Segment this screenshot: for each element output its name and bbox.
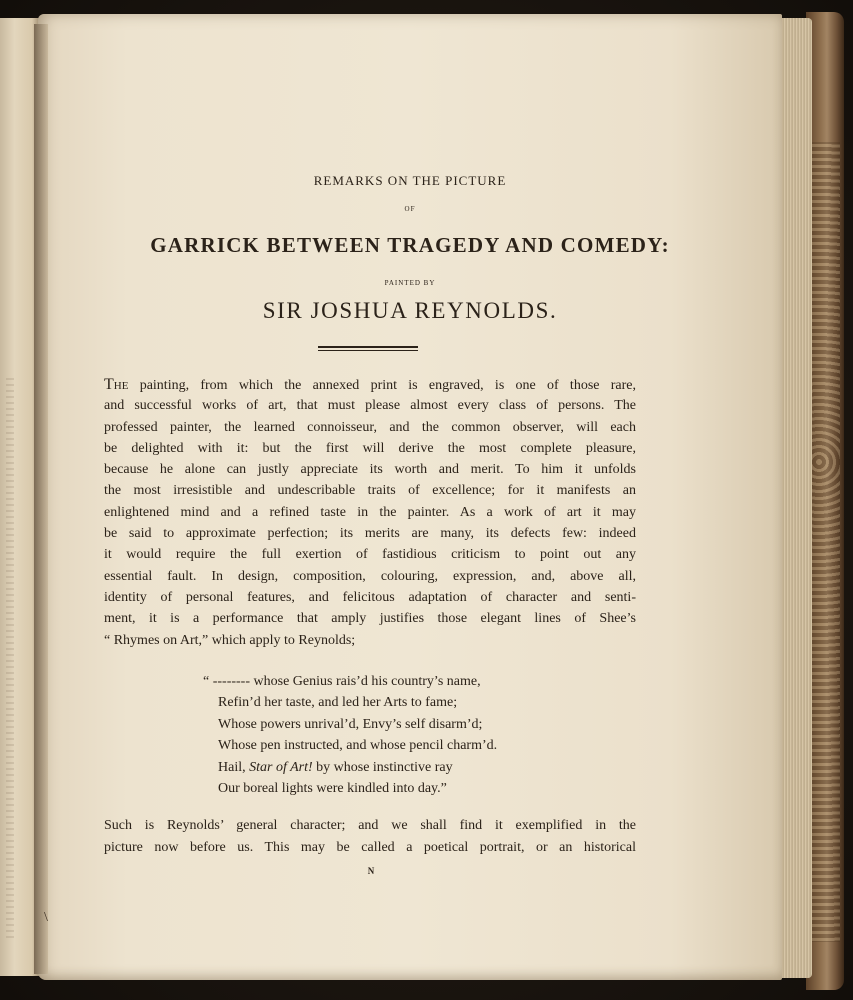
book-gutter bbox=[34, 24, 48, 974]
body-line: essential fault. In design, composition, colouring, expression, and, above all, bbox=[104, 568, 636, 584]
verse-line: “ -------- whose Genius rais’d his country’s name, bbox=[203, 674, 481, 689]
heading-painted-by: PAINTED BY bbox=[384, 279, 436, 287]
drop-cap: The bbox=[104, 376, 129, 393]
show-through-text bbox=[6, 378, 14, 938]
verse-line: Our boreal lights were kindled into day.” bbox=[218, 780, 447, 796]
body-line: and successful works of art, that must please almost every class of persons. The bbox=[104, 398, 636, 414]
body-line: picture now before us. This may be called a poetical portrait, or an historical bbox=[104, 840, 636, 855]
verse-line: Refin’d her taste, and led her Arts to fame; bbox=[218, 695, 458, 711]
heading-artist: SIR JOSHUA REYNOLDS. bbox=[262, 298, 558, 323]
body-line: the most irresistible and undescribable traits of excellence; for it manifests an bbox=[104, 483, 636, 499]
verse-line: Hail, Star of Art! by whose instinctive ray bbox=[218, 759, 453, 775]
margin-mark: \ bbox=[44, 910, 48, 925]
heading-title: GARRICK BETWEEN TRAGEDY AND COMEDY: bbox=[150, 233, 670, 257]
body-line: be said to approximate perfection; its merits are many, its defects few: indeed bbox=[104, 526, 636, 542]
double-rule-top bbox=[318, 346, 418, 348]
body-line: be delighted with it: but the first will derive the most complete pleasure, bbox=[104, 440, 636, 456]
body-line: Such is Reynolds’ general character; and we shall find it exemplified in the bbox=[104, 818, 636, 833]
body-line: because he alone can justly appreciate its worth and merit. To him it unfolds bbox=[104, 462, 636, 478]
body-line: it would require the full exertion of fastidious criticism to point out any bbox=[104, 547, 636, 563]
body-line: identity of personal features, and felicitous adaptation of character and senti- bbox=[104, 589, 636, 605]
verse-quote bbox=[203, 671, 563, 799]
verse-line: Whose powers unrival’d, Envy’s self disarm’d; bbox=[218, 716, 483, 732]
body-line: professed painter, the learned connoisseur, and the common observer, will each bbox=[104, 419, 636, 435]
heading-remarks: REMARKS ON THE PICTURE bbox=[313, 173, 507, 188]
body-line: “ Rhymes on Art,” which apply to Reynolds; bbox=[104, 632, 356, 648]
body-line: ment, it is a performance that amply justifies those elegant lines of Shee’s bbox=[104, 611, 636, 627]
heading-of: OF bbox=[404, 205, 416, 213]
closing-paragraph bbox=[104, 815, 636, 859]
body-line: The painting, from which the annexed print is engraved, is one of those rare, bbox=[104, 376, 636, 393]
verse-line: Whose pen instructed, and whose pencil charm’d. bbox=[218, 738, 498, 754]
body-line: enlightened mind and a refined taste in the painter. As a work of art it may bbox=[104, 504, 636, 520]
body-paragraph bbox=[104, 374, 636, 651]
double-rule-bottom bbox=[318, 350, 418, 351]
cover-marbling bbox=[810, 142, 840, 942]
signature-mark: N bbox=[367, 866, 375, 876]
italic-phrase: Star of Art! bbox=[249, 759, 313, 775]
